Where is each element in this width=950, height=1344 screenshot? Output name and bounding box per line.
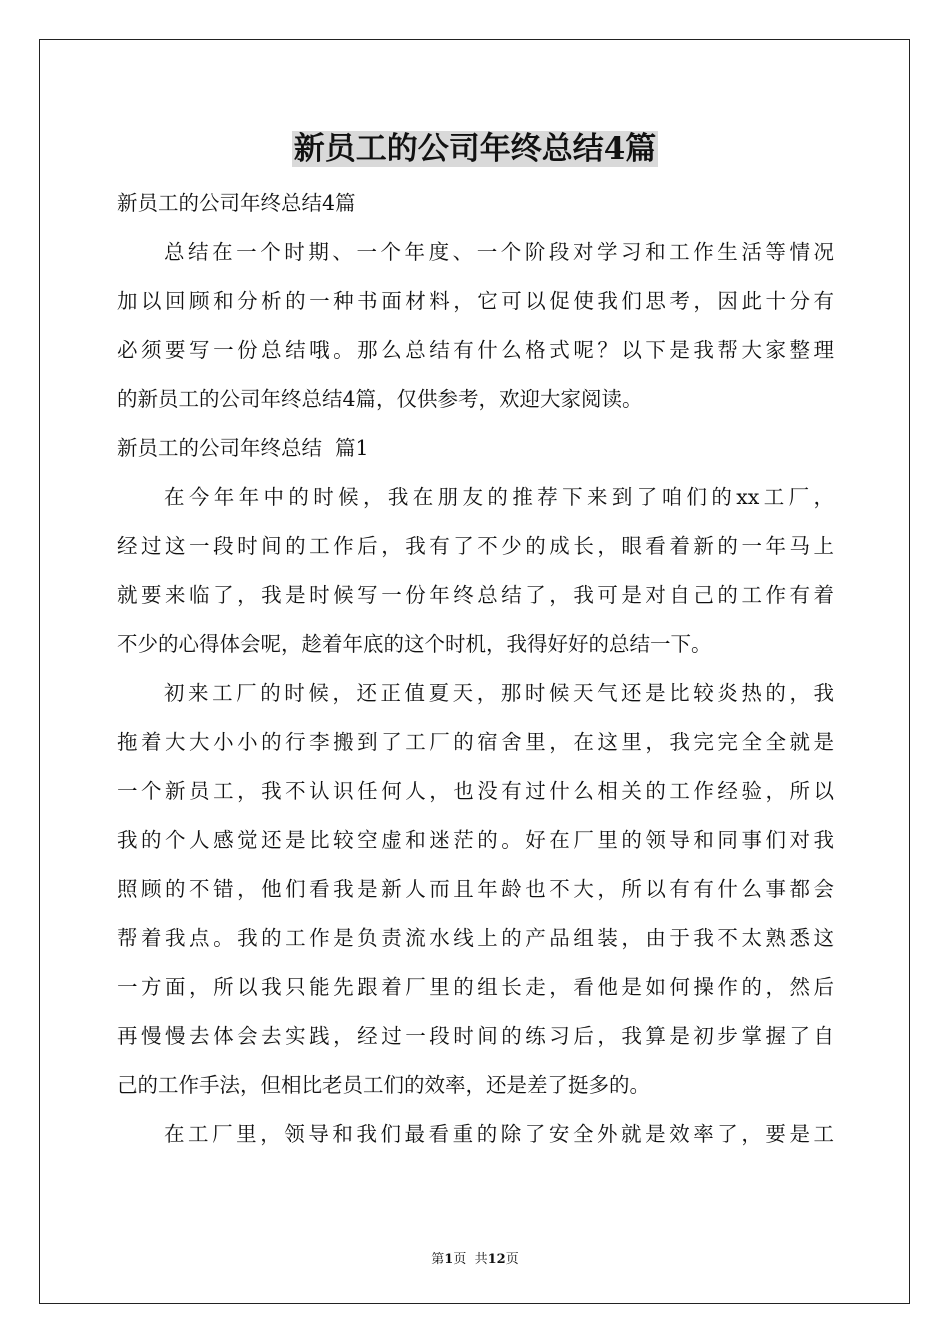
footer-prefix: 第 xyxy=(431,1252,445,1267)
intro-line: 的新员工的公司年终总结4篇，仅供参考，欢迎大家阅读。 xyxy=(117,387,643,411)
intro-line: 必须要写一份总结哦。那么总结有什么格式呢？以下是我帮大家整理 xyxy=(117,338,834,362)
paragraph-line: 再慢慢去体会去实践，经过一段时间的练习后，我算是初步掌握了自 xyxy=(117,1024,834,1048)
paragraph-line: 拖着大大小小的行李搬到了工厂的宿舍里，在这里，我完完全全就是 xyxy=(117,730,834,754)
paragraph-line: 己的工作手法，但相比老员工们的效率，还是差了挺多的。 xyxy=(117,1073,650,1097)
footer-total-suffix: 页 xyxy=(505,1252,519,1267)
paragraph-line: 一个新员工，我不认识任何人，也没有过什么相关的工作经验，所以 xyxy=(117,779,834,803)
footer-page-suffix: 页 共 xyxy=(453,1252,488,1267)
document-subtitle: 新员工的公司年终总结4篇 xyxy=(117,191,356,215)
page-footer xyxy=(0,1248,950,1267)
document-body xyxy=(117,179,834,1159)
paragraph-line: 照顾的不错，他们看我是新人而且年龄也不大，所以有有什么事都会 xyxy=(117,877,834,901)
paragraph-line: 在工厂里，领导和我们最看重的除了安全外就是效率了，要是工 xyxy=(164,1122,834,1146)
paragraph-line: 就要来临了，我是时候写一份年终总结了，我可是对自己的工作有着 xyxy=(117,583,834,607)
paragraph-line: 在今年年中的时候，我在朋友的推荐下来到了咱们的xx工厂， xyxy=(164,485,834,509)
paragraph-line: 不少的心得体会呢，趁着年底的这个时机，我得好好的总结一下。 xyxy=(117,632,712,656)
paragraph-line: 经过这一段时间的工作后，我有了不少的成长，眼看着新的一年马上 xyxy=(117,534,834,558)
document-title xyxy=(0,127,950,171)
paragraph-line: 一方面，所以我只能先跟着厂里的组长走，看他是如何操作的，然后 xyxy=(117,975,834,999)
document-title-text: 新员工的公司年终总结4篇 xyxy=(293,131,657,167)
section-heading: 新员工的公司年终总结 篇1 xyxy=(117,436,369,460)
paragraph-line: 我的个人感觉还是比较空虚和迷茫的。好在厂里的领导和同事们对我 xyxy=(117,828,834,852)
footer-total-pages: 12 xyxy=(487,1252,506,1267)
footer-page-number: 1 xyxy=(444,1252,454,1267)
paragraph-line: 初来工厂的时候，还正值夏天，那时候天气还是比较炎热的，我 xyxy=(164,681,834,705)
intro-line: 加以回顾和分析的一种书面材料，它可以促使我们思考，因此十分有 xyxy=(117,289,834,313)
intro-line: 总结在一个时期、一个年度、一个阶段对学习和工作生活等情况 xyxy=(164,240,834,264)
paragraph-line: 帮着我点。我的工作是负责流水线上的产品组装，由于我不太熟悉这 xyxy=(117,926,834,950)
